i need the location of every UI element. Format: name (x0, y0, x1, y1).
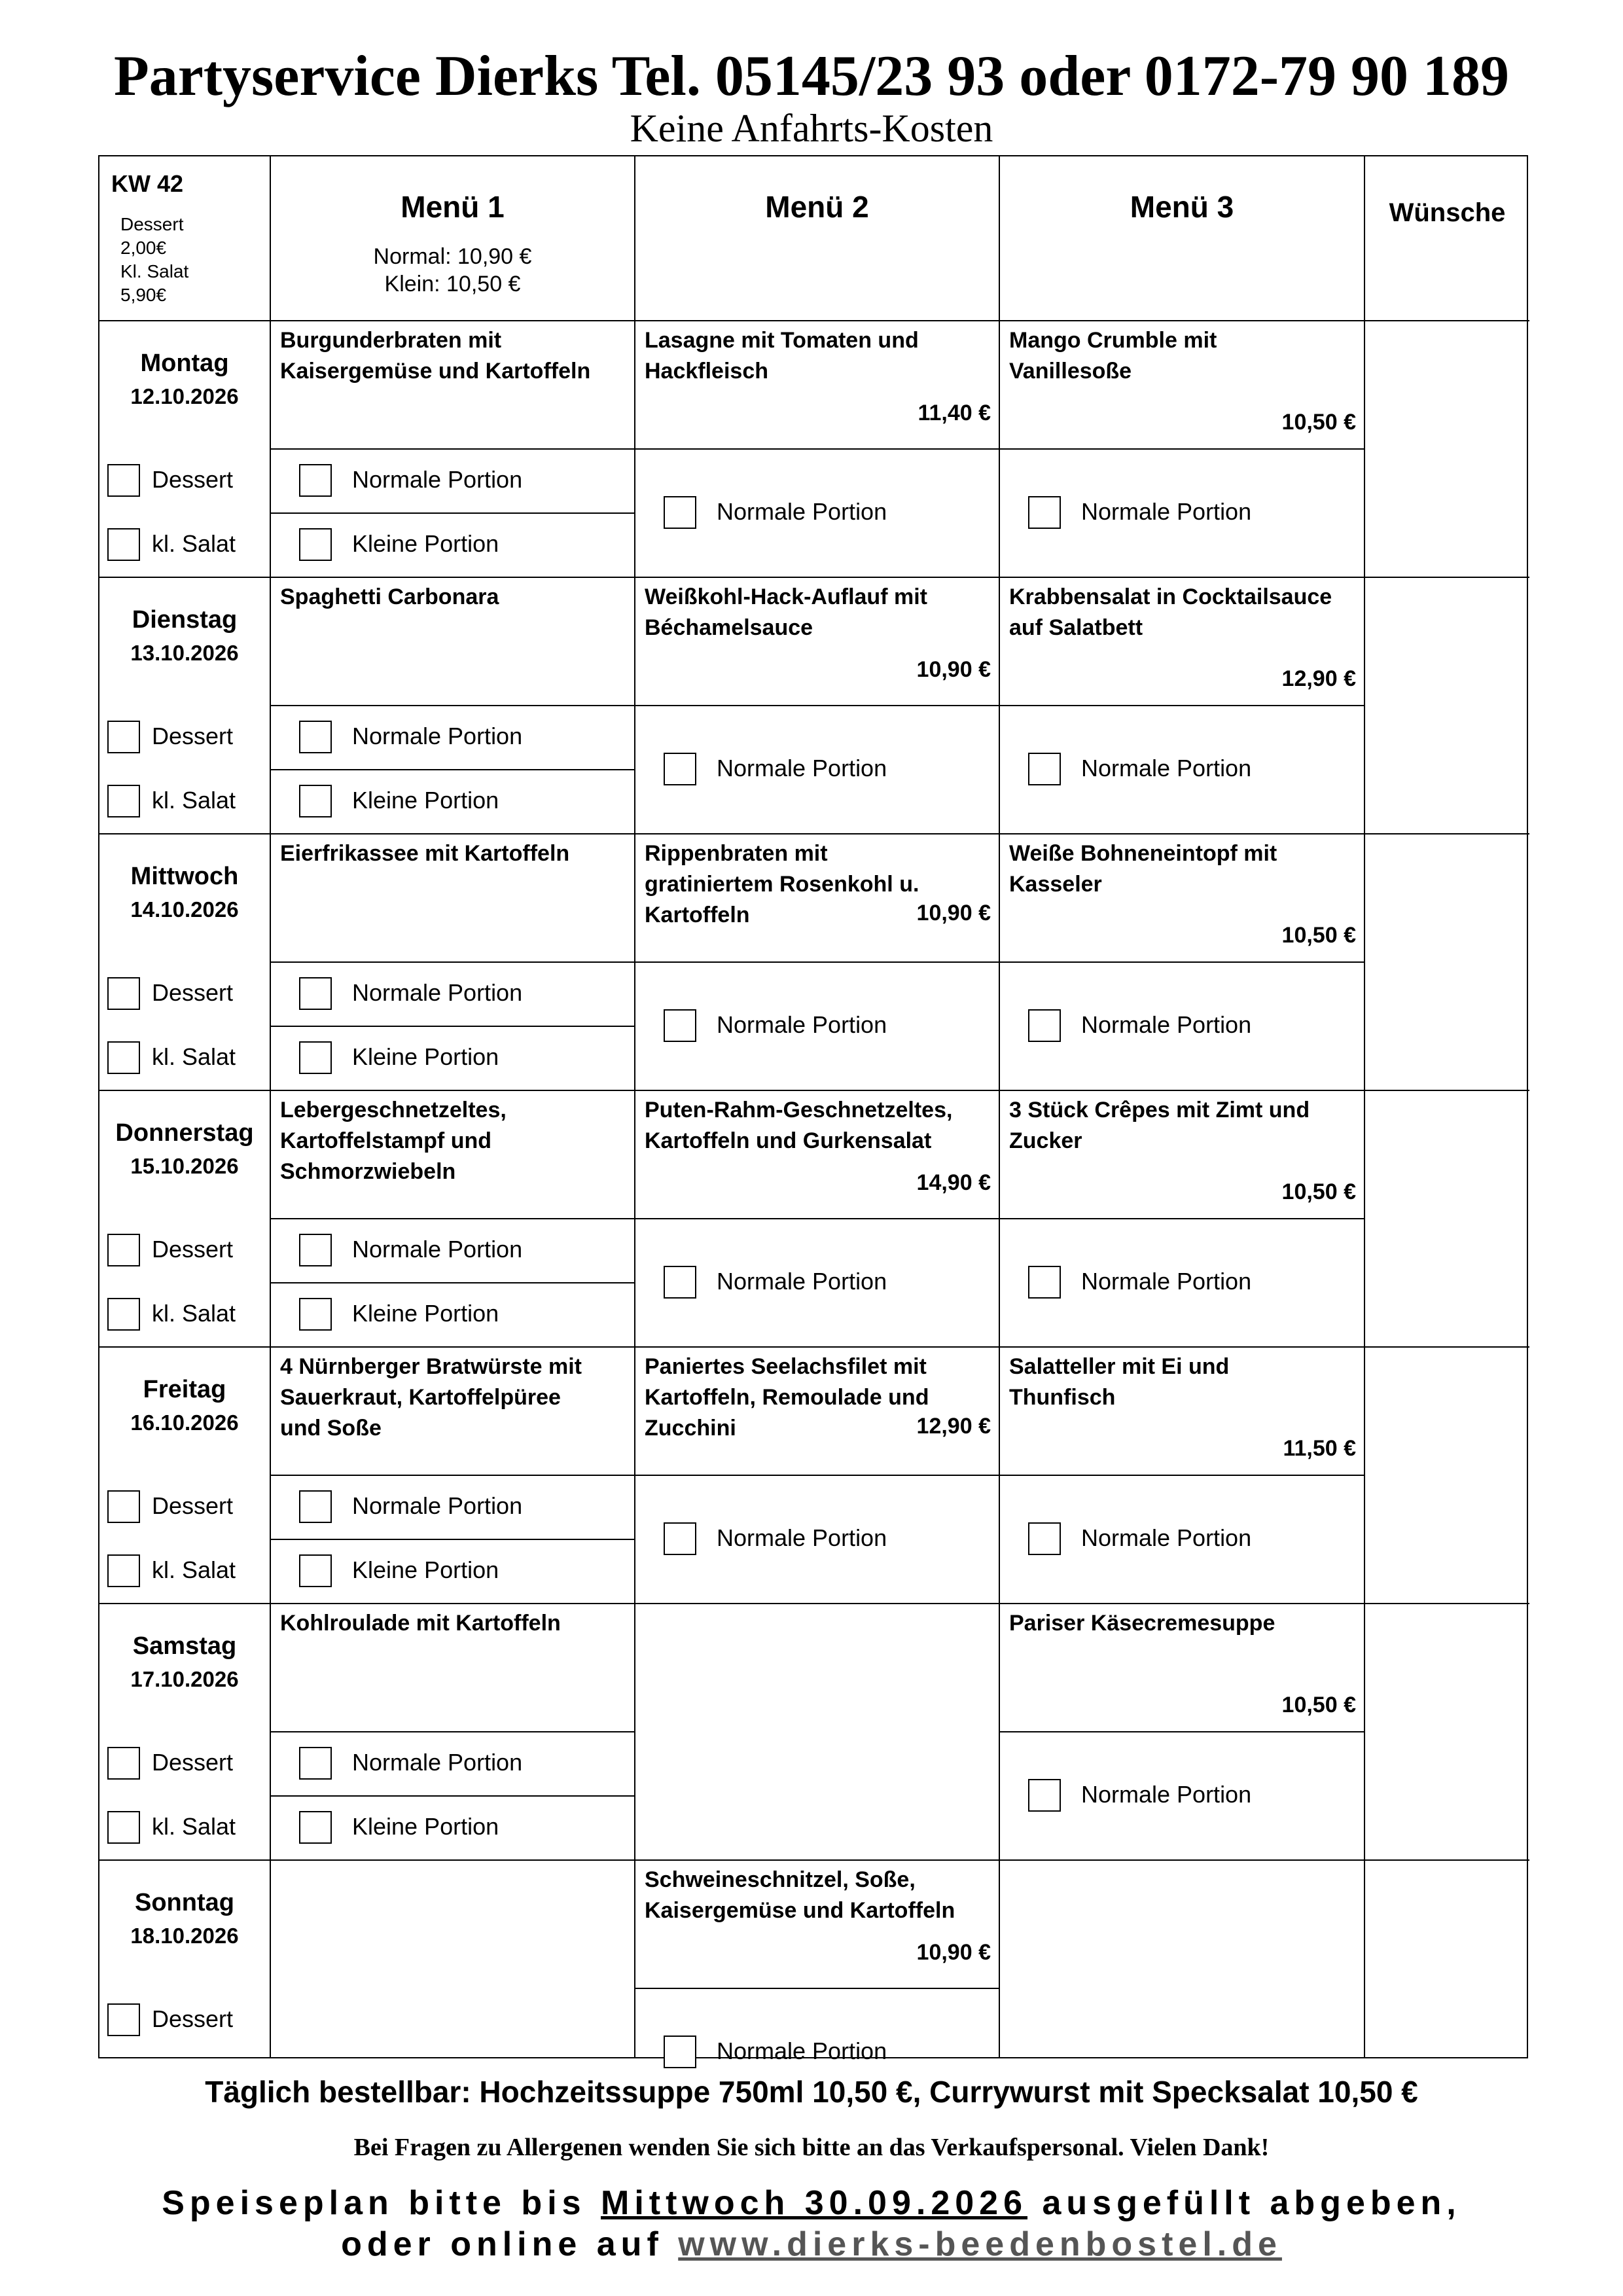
menu1-small-label: Kleine Portion (352, 1556, 499, 1583)
menu1-divider (270, 448, 634, 450)
menu1-small-checkbox[interactable] (299, 1554, 332, 1587)
extras-price-list (120, 213, 188, 307)
dessert-checkbox[interactable] (107, 464, 140, 497)
row-divider (99, 1859, 1529, 1861)
dessert-label: Dessert (152, 2005, 234, 2032)
menu2-dish: Rippenbraten mit gratiniertem Rosenkohl u. Kartoffeln (645, 841, 919, 927)
menu1-normal-label: Normale Portion (352, 723, 523, 749)
menu2-divider (634, 705, 999, 706)
menu2-normal-checkbox[interactable] (664, 1522, 696, 1555)
dessert-checkbox[interactable] (107, 1234, 140, 1266)
menu1-dish: Eierfrikassee mit Kartoffeln (280, 841, 570, 866)
menu1-normal-label: Normale Portion (352, 979, 523, 1006)
day-name: Montag (140, 350, 229, 377)
menu3-price: 10,50 € (1281, 923, 1356, 948)
wishes-heading: Wünsche (1389, 198, 1506, 227)
menu3-divider (999, 448, 1364, 450)
submit-deadline-line (0, 2183, 1623, 2223)
menu2-normal-label: Normale Portion (717, 755, 887, 781)
menu1-normal-checkbox[interactable] (299, 1747, 332, 1780)
website-link[interactable]: www.dierks-beedenbostel.de (678, 2225, 1282, 2263)
row-divider (99, 1603, 1529, 1604)
dessert-label: Dessert (152, 1492, 234, 1519)
menu3-dish: Krabbensalat in Cocktailsauce auf Salatbett (1009, 584, 1332, 640)
salad-label: kl. Salat (152, 787, 236, 814)
row-divider (99, 577, 1529, 578)
day-date: 17.10.2026 (130, 1667, 239, 1691)
menu1-divider (270, 512, 634, 514)
menu1-divider (270, 1218, 634, 1219)
menu2-normal-checkbox[interactable] (664, 496, 696, 529)
menu1-small-checkbox[interactable] (299, 1298, 332, 1331)
menu3-price: 10,50 € (1281, 1693, 1356, 1717)
menu2-price: 11,40 € (918, 401, 991, 425)
row-divider (99, 1090, 1529, 1091)
day-date: 14.10.2026 (130, 897, 239, 922)
menu1-normal-label: Normale Portion (352, 466, 523, 493)
menu3-divider (999, 1731, 1364, 1732)
dessert-label: Dessert (152, 466, 234, 493)
menu3-heading: Menü 3 (1130, 190, 1234, 224)
menu3-normal-label: Normale Portion (1081, 755, 1252, 781)
menu3-divider (999, 1475, 1364, 1476)
menu1-normal-checkbox[interactable] (299, 977, 332, 1010)
menu3-dish: Salatteller mit Ei und Thunfisch (1009, 1354, 1230, 1410)
day-name: Samstag (132, 1632, 237, 1660)
deadline-date: Mittwoch 30.09.2026 (601, 2184, 1028, 2222)
menu1-small-checkbox[interactable] (299, 1811, 332, 1844)
dessert-label: Dessert (152, 979, 234, 1006)
dessert-checkbox[interactable] (107, 977, 140, 1010)
menu2-normal-label: Normale Portion (717, 1524, 887, 1551)
day-date: 16.10.2026 (130, 1410, 239, 1435)
menu2-normal-label: Normale Portion (717, 2037, 887, 2064)
menu2-heading: Menü 2 (765, 190, 869, 224)
menu1-normal-label: Normale Portion (352, 1236, 523, 1263)
day-date: 13.10.2026 (130, 641, 239, 665)
menu3-price: 12,90 € (1281, 666, 1356, 691)
menu3-dish: 3 Stück Crêpes mit Zimt und Zucker (1009, 1098, 1310, 1153)
menu1-small-label: Kleine Portion (352, 1300, 499, 1327)
row-divider (99, 1346, 1529, 1348)
menu1-divider (270, 1026, 634, 1027)
menu1-small-label: Kleine Portion (352, 787, 499, 814)
menu2-price: 10,90 € (916, 901, 991, 925)
menu2-normal-label: Normale Portion (717, 1011, 887, 1038)
day-date: 15.10.2026 (130, 1154, 239, 1178)
dessert-label: Dessert (152, 1236, 234, 1263)
menu3-normal-label: Normale Portion (1081, 498, 1252, 525)
menu2-normal-checkbox[interactable] (664, 1009, 696, 1042)
menu1-small-checkbox[interactable] (299, 1041, 332, 1074)
online-order-line (0, 2224, 1623, 2265)
day-date: 18.10.2026 (130, 1924, 239, 1948)
menu2-normal-checkbox[interactable] (664, 2036, 696, 2068)
menu2-price: 10,90 € (916, 657, 991, 682)
menu3-divider (999, 705, 1364, 706)
menu3-normal-checkbox[interactable] (1028, 496, 1061, 529)
menu1-small-label: Kleine Portion (352, 530, 499, 557)
dessert-checkbox[interactable] (107, 1747, 140, 1780)
menu1-normal-label: Normale Portion (352, 1749, 523, 1776)
salad-label: kl. Salat (152, 530, 236, 557)
menu3-dish: Pariser Käsecremesuppe (1009, 1611, 1275, 1636)
menu2-normal-label: Normale Portion (717, 498, 887, 525)
menu3-divider (999, 961, 1364, 963)
salad-label: kl. Salat (152, 1556, 236, 1583)
week-label: KW 42 (111, 170, 184, 197)
menu2-dish: Schweineschnitzel, Soße, Kaisergemüse und Kartoffeln (645, 1867, 955, 1923)
allergen-notice: Bei Fragen zu Allergenen wenden Sie sich bitte an das Verkaufspersonal. Vielen Dank! (353, 2134, 1270, 2161)
menu1-divider (270, 961, 634, 963)
menu3-divider (999, 1218, 1364, 1219)
menu1-divider (270, 1282, 634, 1283)
salad-checkbox[interactable] (107, 1298, 140, 1331)
menu1-divider (270, 1539, 634, 1540)
menu3-normal-checkbox[interactable] (1028, 753, 1061, 785)
menu1-divider (270, 769, 634, 770)
menu2-price: 14,90 € (916, 1170, 991, 1195)
menu3-normal-checkbox[interactable] (1028, 1009, 1061, 1042)
salad-label: kl. Salat (152, 1043, 236, 1070)
menu1-small-checkbox[interactable] (299, 528, 332, 561)
menu1-small-label: Kleine Portion (352, 1043, 499, 1070)
deadline-suffix: ausgefüllt abgeben, (1042, 2184, 1461, 2222)
menu1-small-label: Kleine Portion (352, 1813, 499, 1840)
menu1-divider (270, 1731, 634, 1732)
page-subtitle: Keine Anfahrts-Kosten (630, 107, 993, 150)
salad-label: kl. Salat (152, 1813, 236, 1840)
menu2-divider (634, 1218, 999, 1219)
menu2-price: 10,90 € (916, 1940, 991, 1965)
daily-offer: Täglich bestellbar: Hochzeitssuppe 750ml 10,50 €, Currywurst mit Specksalat 10,50 € (205, 2075, 1418, 2109)
salad-checkbox[interactable] (107, 785, 140, 817)
column-divider (270, 156, 271, 2057)
menu1-normal-checkbox[interactable] (299, 1490, 332, 1523)
menu1-dish: Spaghetti Carbonara (280, 584, 499, 609)
page-title: Partyservice Dierks Tel. 05145/23 93 oder 0172-79 90 189 (113, 45, 1510, 108)
menu3-price: 10,50 € (1281, 1179, 1356, 1204)
menu3-normal-checkbox[interactable] (1028, 1522, 1061, 1555)
column-divider (634, 156, 635, 2057)
menu1-small-price: Klein: 10,50 € (384, 272, 521, 296)
menu1-normal-checkbox[interactable] (299, 721, 332, 753)
menu1-divider (270, 705, 634, 706)
menu3-normal-label: Normale Portion (1081, 1781, 1252, 1808)
dessert-label: Dessert (152, 1749, 234, 1776)
menu2-dish: Paniertes Seelachsfilet mit Kartoffeln, Remoulade und Zucchini (645, 1354, 929, 1441)
menu1-dish: Kohlroulade mit Kartoffeln (280, 1611, 561, 1636)
menu1-dish: 4 Nürnberger Bratwürste mit Sauerkraut, Kartoffelpüree und Soße (280, 1354, 582, 1441)
menu3-normal-checkbox[interactable] (1028, 1779, 1061, 1812)
menu2-normal-label: Normale Portion (717, 1268, 887, 1295)
dessert-checkbox[interactable] (107, 721, 140, 753)
menu1-normal-label: Normale Portion (352, 1492, 523, 1519)
dessert-checkbox[interactable] (107, 1490, 140, 1523)
menu3-price: 10,50 € (1281, 410, 1356, 435)
menu2-divider (634, 961, 999, 963)
menu3-dish: Mango Crumble mit Vanillesoße (1009, 328, 1217, 384)
menu2-divider (634, 1475, 999, 1476)
menu2-divider (634, 448, 999, 450)
menu1-normal-price: Normal: 10,90 € (373, 244, 532, 269)
extras-dessert-price: 2,00€ (120, 238, 167, 258)
menu1-divider (270, 1795, 634, 1797)
menu1-divider (270, 1475, 634, 1476)
salad-label: kl. Salat (152, 1300, 236, 1327)
salad-checkbox[interactable] (107, 1811, 140, 1844)
menu2-dish: Lasagne mit Tomaten und Hackfleisch (645, 328, 919, 384)
menu1-heading: Menü 1 (401, 190, 505, 224)
menu2-dish: Weißkohl-Hack-Auflauf mit Béchamelsauce (645, 584, 927, 640)
online-prefix: oder online auf (341, 2225, 664, 2263)
day-name: Sonntag (135, 1889, 234, 1916)
menu1-normal-checkbox[interactable] (299, 464, 332, 497)
day-name: Dienstag (132, 606, 238, 634)
day-date: 12.10.2026 (130, 384, 239, 408)
menu-table (98, 155, 1528, 2064)
salad-checkbox[interactable] (107, 1041, 140, 1074)
extras-dessert-label: Dessert (120, 214, 184, 234)
salad-checkbox[interactable] (107, 1554, 140, 1587)
menu3-normal-label: Normale Portion (1081, 1268, 1252, 1295)
extras-salad-price: 5,90€ (120, 285, 167, 305)
menu3-normal-label: Normale Portion (1081, 1011, 1252, 1038)
menu1-dish: Burgunderbraten mit Kaisergemüse und Kartoffeln (280, 328, 591, 384)
dessert-checkbox[interactable] (107, 2003, 140, 2036)
menu1-small-checkbox[interactable] (299, 785, 332, 817)
menu2-dish: Puten-Rahm-Geschnetzeltes, Kartoffeln und Gurkensalat (645, 1098, 953, 1153)
day-name: Donnerstag (115, 1119, 254, 1147)
menu3-dish: Weiße Bohneneintopf mit Kasseler (1009, 841, 1277, 897)
menu2-divider (634, 1988, 999, 1989)
menu1-dish: Lebergeschnetzeltes, Kartoffelstampf und Schmorzwiebeln (280, 1098, 507, 1184)
column-divider (999, 156, 1000, 2057)
menu2-normal-checkbox[interactable] (664, 753, 696, 785)
menu3-price: 11,50 € (1283, 1436, 1356, 1461)
menu2-normal-checkbox[interactable] (664, 1266, 696, 1299)
day-name: Mittwoch (130, 863, 239, 890)
menu2-price: 12,90 € (916, 1414, 991, 1439)
deadline-prefix: Speiseplan bitte bis (162, 2184, 586, 2222)
dessert-label: Dessert (152, 723, 234, 749)
menu3-normal-label: Normale Portion (1081, 1524, 1252, 1551)
row-divider (99, 320, 1529, 321)
salad-checkbox[interactable] (107, 528, 140, 561)
extras-salad-label: Kl. Salat (120, 261, 189, 281)
menu1-normal-checkbox[interactable] (299, 1234, 332, 1266)
day-name: Freitag (143, 1376, 226, 1403)
row-divider (99, 833, 1529, 834)
menu3-normal-checkbox[interactable] (1028, 1266, 1061, 1299)
